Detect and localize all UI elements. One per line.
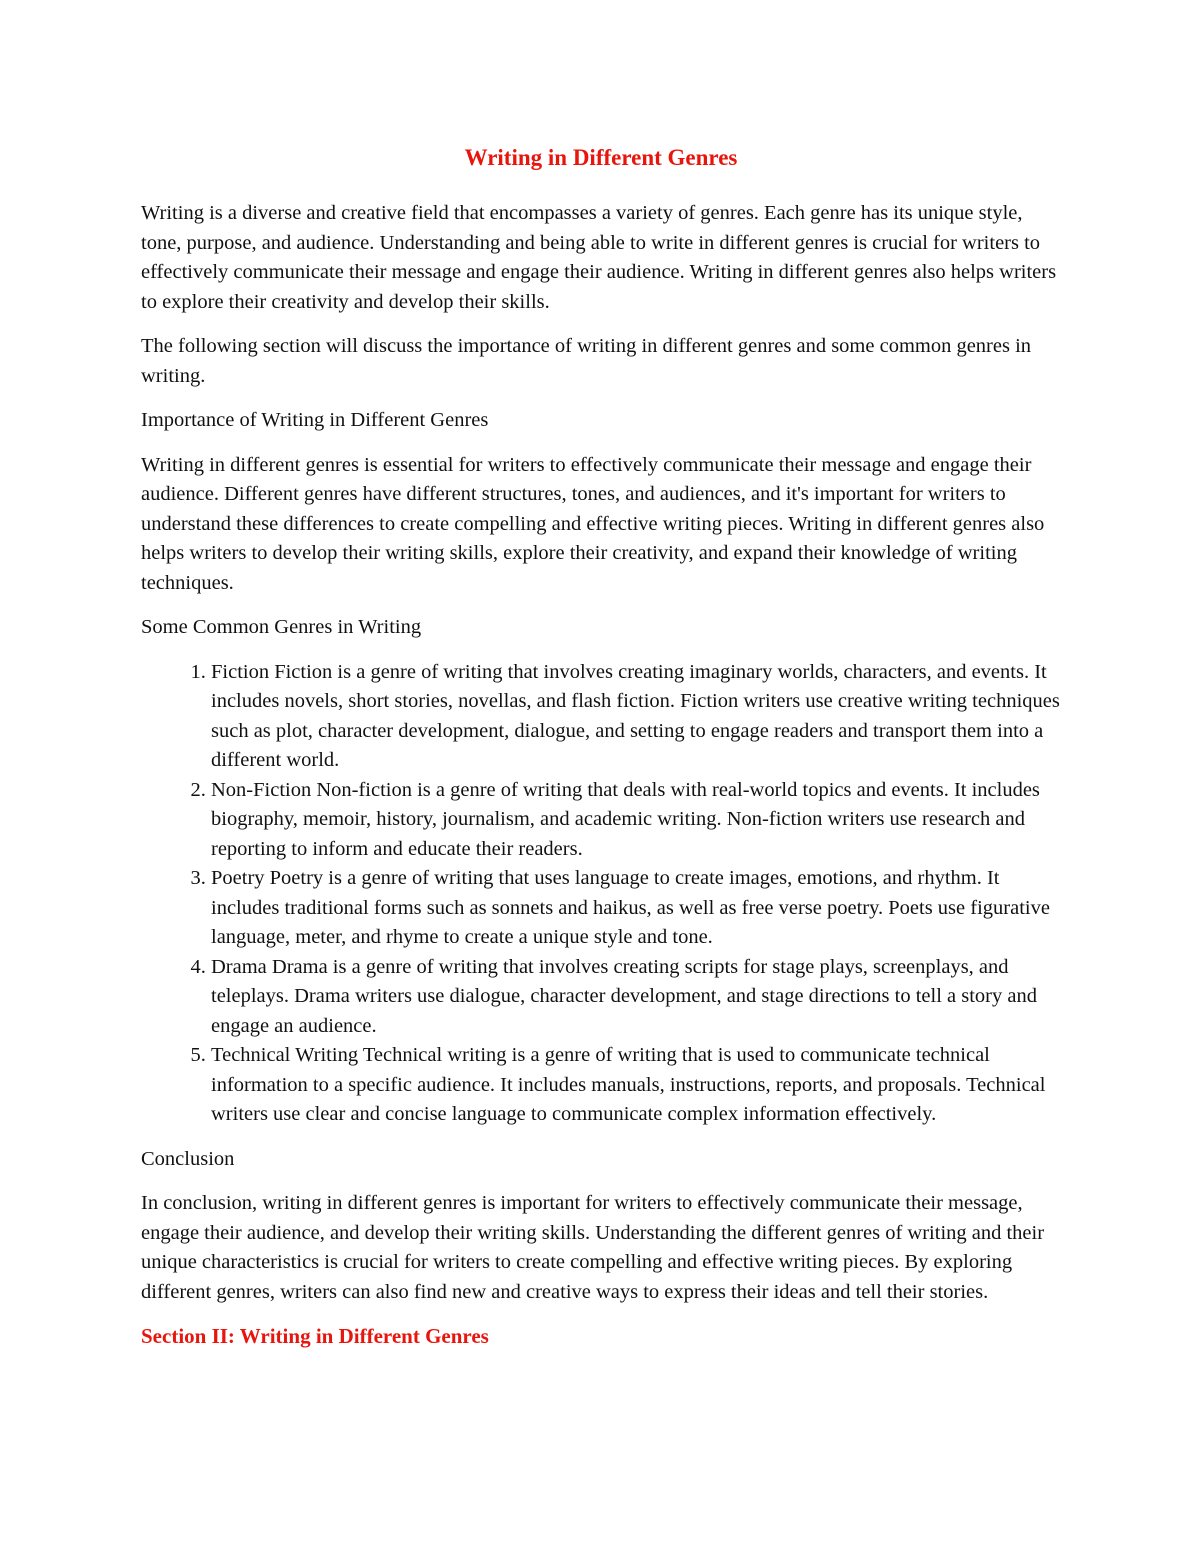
conclusion-heading: Conclusion [141, 1147, 235, 1170]
genres-heading: Some Common Genres in Writing [141, 616, 422, 638]
importance-paragraph: Writing in different genres is essential for writers to effectively communicate their message and engage their audience. Different genres have different structures, tones, and audiences, and it's important for writers to understand these differences to create compelling and effective writing pieces. Writing in different genres also helps writers to develop their writing skills, explore their creativity, and expand their knowledge of writing techniques. [141, 453, 1045, 594]
list-item-non-fiction: 2. Non-Fiction Non-fiction is a genre of writing that deals with real-world topics and events. It includes biography, memoir, history, journalism, and academic writing. Non-fiction writers use research and reporting to inform and educate their readers. [211, 776, 1061, 865]
list-item-fiction: 1. Fiction Fiction is a genre of writing that involves creating imaginary worlds, characters, and events. It includes novels, short stories, novellas, and flash fiction. Fiction writers use creative writing techniques such as plot, character development, dialogue, and setting to engage readers and transport them into a different world. [211, 658, 1061, 776]
list-item-drama: 4. Drama Drama is a genre of writing that involves creating scripts for stage plays, screenplays, and teleplays. Drama writers use dialogue, character development, and stage directions to tell a story and engage an audience. [211, 953, 1061, 1042]
conclusion-paragraph: In conclusion, writing in different genres is important for writers to effectively communicate their message, engage their audience, and develop their writing skills. Understanding the different genres of writing and their unique characteristics is crucial for writers to create compelling and effective writing pieces. By exploring different genres, writers can also find new and creative ways to express their ideas and tell their stories. [141, 1192, 1045, 1303]
genres-list [141, 658, 1061, 1130]
document-title: Writing in Different Genres [464, 145, 738, 170]
intro-paragraph-2: The following section will discuss the importance of writing in different genres and some common genres in writing. [141, 335, 1032, 387]
importance-heading: Importance of Writing in Different Genres [141, 409, 489, 431]
list-item-technical-writing: 5. Technical Writing Technical writing is a genre of writing that is used to communicate technical information to a specific audience. It includes manuals, instructions, reports, and proposals. Technical writers use clear and concise language to communicate complex information effectively. [211, 1041, 1061, 1130]
list-item-poetry: 3. Poetry Poetry is a genre of writing that uses language to create images, emotions, and rhythm. It includes traditional forms such as sonnets and haikus, as well as free verse poetry. Poets use figurative language, meter, and rhyme to create a unique style and tone. [211, 864, 1061, 953]
intro-paragraph-1: Writing is a diverse and creative field that encompasses a variety of genres. Each genre has its unique style, tone, purpose, and audience. Understanding and being able to write in different genres is crucial for writers to effectively communicate their message and engage their audience. Writing in different genres also helps writers to explore their creativity and develop their skills. [141, 202, 1057, 313]
section-heading: Section II: Writing in Different Genres [141, 1324, 489, 1348]
document-page [141, 142, 1061, 1352]
